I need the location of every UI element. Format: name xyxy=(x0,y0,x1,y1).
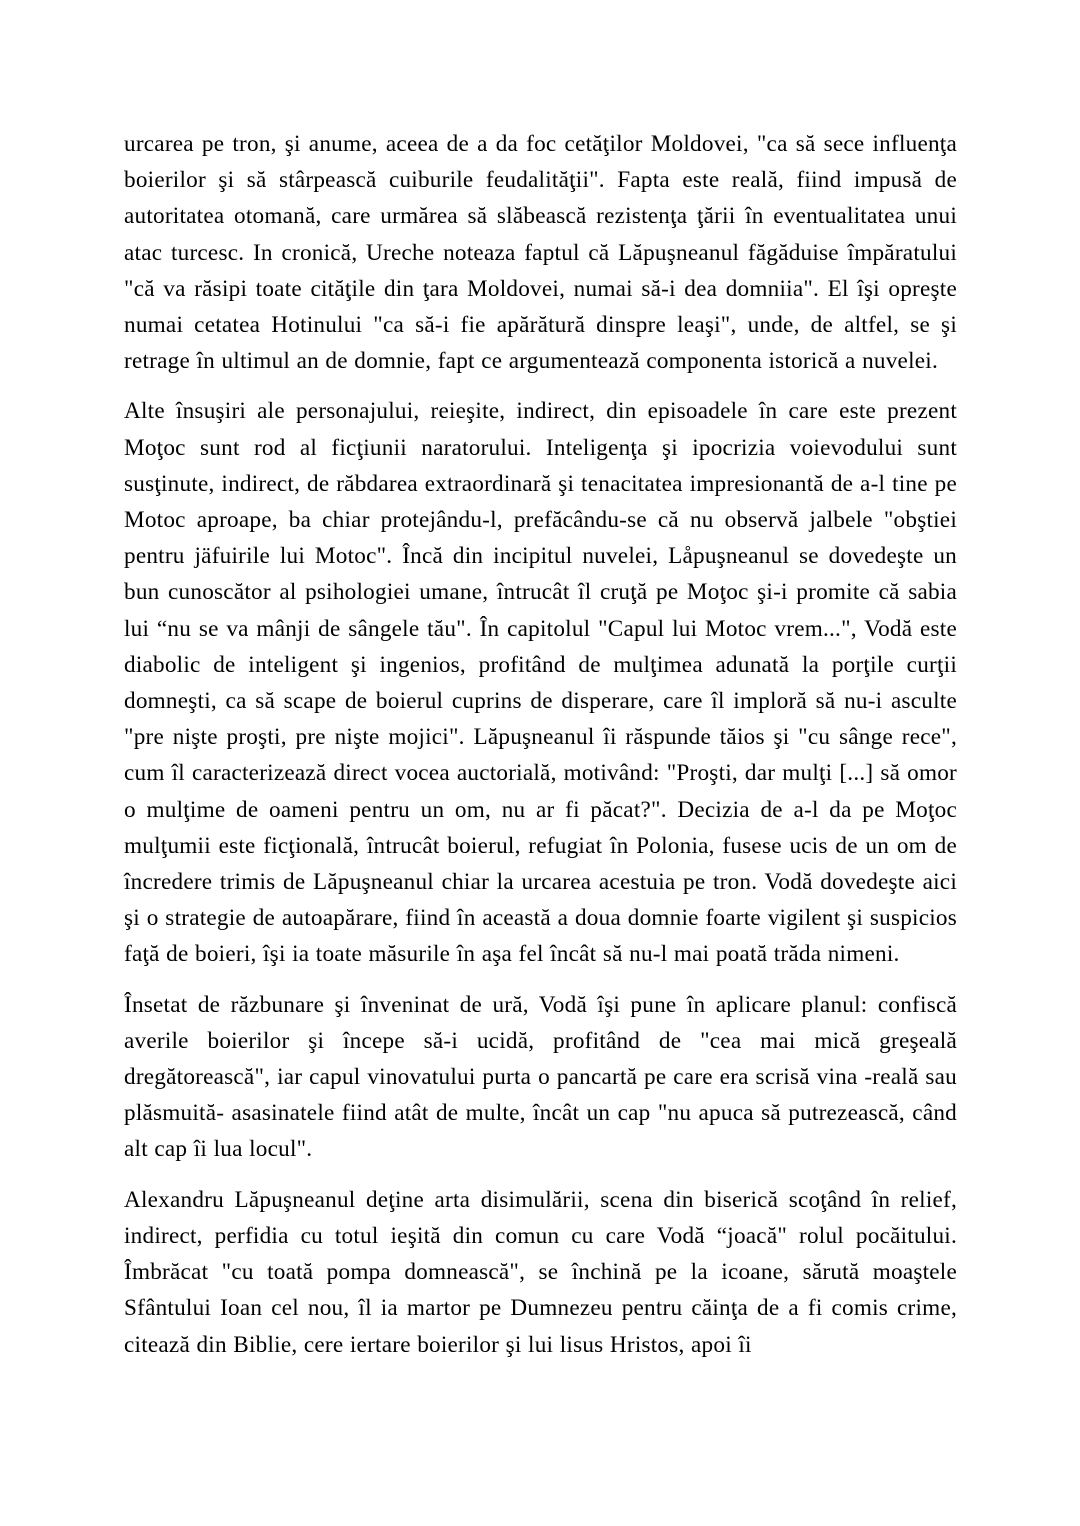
body-paragraph-2: Alte însuşiri ale personajului, reieşite, indirect, din episoadele în care este prezent Moţoc sunt rod al ficţiunii naratorului. Inteligenţa şi ipocrizia voievodului sunt susţinute, indirect, de răbdarea extraordinară şi tenacitatea impresionantă de a-l tine pe Motoc aproape, ba chiar protejându-l, prefăcându-se că nu observă jalbele "obştiei pentru jäfuirile lui Motoc". Încă din incipitul nuvelei, Låpuşneanul se dovedeşte un bun cunoscător al psihologiei umane, întrucât îl cruţă pe Moţoc şi-i promite că sabia lui “nu se va mânji de sângele tău". În capitolul "Capul lui Motoc vrem...", Vodă este diabolic de inteligent şi ingenios, profitând de mulţimea adunată la porţile curţii domneşti, ca să scape de boierul cuprins de disperare, care îl imploră să nu-i asculte "pre nişte proşti, pre nişte mojici". Lăpuşneanul îi răspunde tăios şi "cu sânge rece", cum îl caracterizează direct vocea auctorială, motivând: "Proşti, dar mulţi [...] să omor o mulţime de oameni pentru un om, nu ar fi păcat?". Decizia de a-l da pe Moţoc mulţumii este ficţională, întrucât boierul, refugiat în Polonia, fusese ucis de un om de încredere trimis de Lăpuşneanul chiar la urcarea acestuia pe tron. Vodă dovedeşte aici şi o strategie de autoapărare, fiind în această a doua domnie foarte vigilent şi suspicios faţă de boieri, îşi ia toate măsurile în aşa fel încât să nu-l mai poată trăda nimeni. xyxy=(124,398,957,968)
body-paragraph-1: urcarea pe tron, şi anume, aceea de a da foc cetăţilor Moldovei, "ca să sece influenţa boierilor şi să stârpească cuiburile feudalităţii". Fapta este reală, fiind impusă de autoritatea otomană, care urmărea să slăbească rezistenţa ţării în eventualitatea unui atac turcesc. In cronică, Ureche noteaza faptul că Lăpuşneanul făgăduise împăratului "că va răsipi toate cităţile din ţara Moldovei, numai să-i dea domniia". El îşi opreşte numai cetatea Hotinului "ca să-i fie apărătură dinspre leaşi", unde, de altfel, se şi retrage în ultimul an de domnie, fapt ce argumentează componenta istorică a nuvelei. xyxy=(124,131,957,375)
body-paragraph-3: Însetat de răzbunare şi înveninat de ură, Vodă îşi pune în aplicare planul: confiscă averile boierilor şi începe să-i ucidă, profitând de "cea mai mică greşeală dregătorească", iar capul vinovatului purta o pancartă pe care era scrisă vina -reală sau plăsmuită- asasinatele fiind atât de multe, încât un cap "nu apuca să putrezească, când alt cap îi lua locul". xyxy=(124,991,957,1163)
body-paragraph-4: Alexandru Lăpuşneanul deţine arta disimulării, scena din biserică scoţând în relief, indirect, perfidia cu totul ieşită din comun cu care Vodă “joacă" rolul pocăitului. Îmbrăcat "cu toată pompa domnească", se închină pe la icoane, sărută moaştele Sfântului Ioan cel nou, îl ia martor pe Dumnezeu pentru căinţa de a fi comis crime, citează din Biblie, cere iertare boierilor şi lui lisus Hristos, apoi îi xyxy=(124,1186,957,1358)
body-text-column xyxy=(124,126,957,1363)
